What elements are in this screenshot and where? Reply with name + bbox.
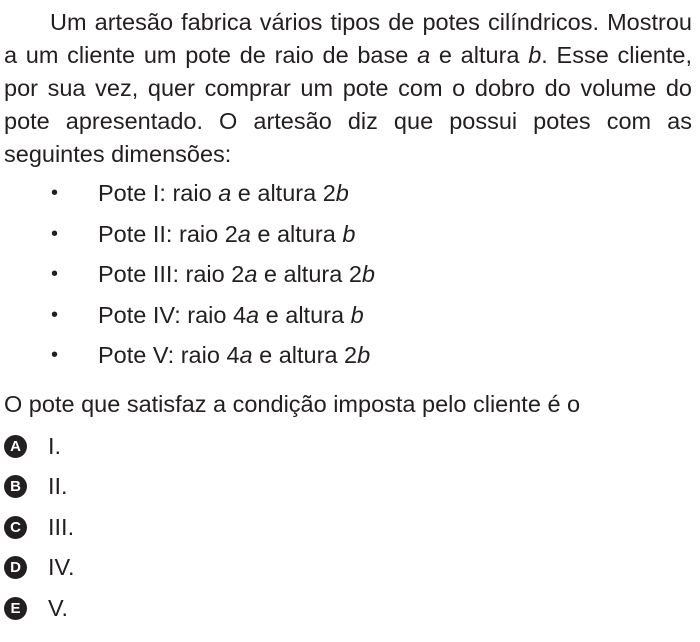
option-b[interactable]	[4, 466, 692, 507]
pote-mid: e altura	[259, 301, 351, 328]
pote-item-4	[4, 295, 692, 336]
bullet-icon: •	[51, 263, 59, 285]
pote-list	[4, 173, 692, 376]
pote-radius-var: a	[246, 301, 260, 328]
intro-var-b: b	[528, 42, 542, 68]
bullet-icon: •	[51, 222, 59, 245]
bullet-icon: •	[51, 182, 59, 204]
question-prompt: O pote que satisfaz a condição imposta pelo cliente é o	[4, 390, 581, 417]
pote-radius-var: a	[237, 220, 251, 247]
option-text: I.	[48, 432, 62, 459]
option-text: IV.	[48, 554, 75, 580]
option-a[interactable]	[4, 426, 692, 467]
option-d[interactable]	[4, 547, 692, 588]
pote-label: Pote V: raio 4	[98, 342, 240, 368]
pote-item-1	[4, 173, 692, 214]
pote-item-5	[4, 335, 692, 376]
option-text: V.	[48, 594, 69, 621]
pote-label: Pote IV: raio 4	[98, 301, 247, 328]
pote-label: Pote I: raio	[98, 180, 219, 206]
intro-var-a: a	[417, 42, 431, 68]
pote-mid: e altura 2	[257, 261, 362, 287]
pote-height-var: b	[335, 180, 349, 206]
pote-item-2	[4, 214, 692, 255]
pote-height-var: b	[350, 301, 364, 328]
bullet-icon: •	[51, 344, 59, 366]
pote-mid: e altura 2	[231, 180, 336, 206]
pote-mid: e altura	[250, 220, 343, 247]
option-letter-badge: A	[4, 435, 27, 458]
pote-item-3	[4, 254, 692, 295]
bullet-icon: •	[51, 303, 59, 326]
option-c[interactable]	[4, 507, 692, 548]
intro-text-1: Um artesão fabrica vários tipos de potes cilíndricos. Mostrou a um cliente um pote de raio de base	[4, 9, 692, 68]
pote-height-var: b	[357, 342, 371, 368]
option-letter-badge: E	[4, 597, 27, 620]
pote-mid: e altura 2	[252, 342, 358, 368]
pote-height-var: b	[342, 220, 356, 247]
pote-radius-var: a	[218, 180, 232, 206]
option-letter-badge: B	[4, 475, 27, 498]
option-e[interactable]	[4, 588, 692, 629]
pote-label: Pote III: raio 2	[98, 261, 245, 287]
option-letter-badge: D	[4, 556, 27, 579]
answer-options	[4, 426, 692, 629]
intro-text-3: . Esse cliente, por sua vez, quer comprar um pote com o dobro do volume do pote apresentado. O artesão diz que possui potes com as seguintes dimensões:	[4, 42, 692, 167]
question-page	[4, 6, 692, 628]
pote-height-var: b	[361, 261, 375, 287]
pote-radius-var: a	[239, 342, 253, 368]
option-letter-badge: C	[4, 516, 27, 539]
pote-label: Pote II: raio 2	[98, 220, 238, 247]
pote-radius-var: a	[244, 261, 258, 287]
question-intro	[4, 6, 692, 171]
intro-text-2: e altura	[430, 42, 529, 68]
option-text: II.	[48, 473, 68, 499]
option-text: III.	[48, 513, 75, 540]
